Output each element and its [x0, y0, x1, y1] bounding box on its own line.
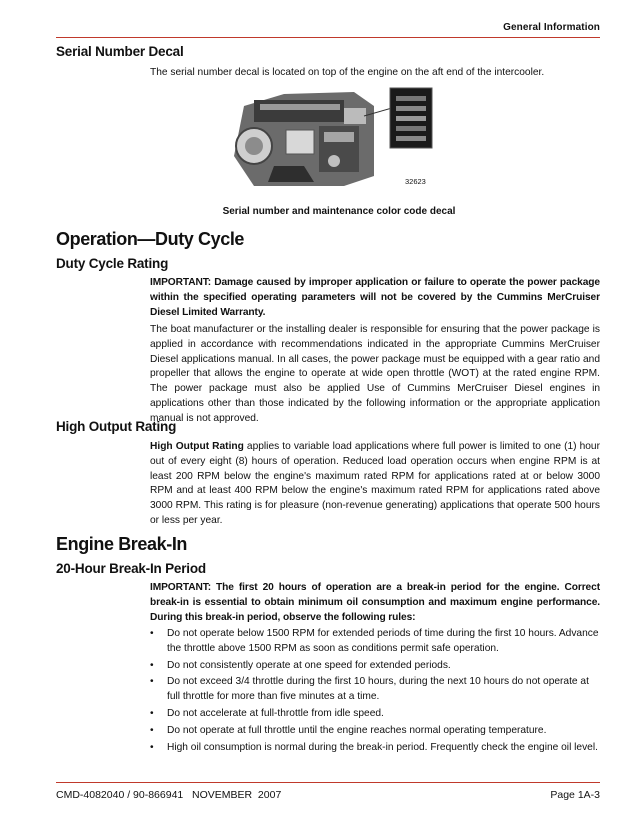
figure-id: 32623: [405, 177, 426, 186]
list-item: • Do not operate at full throttle until the engine reaches normal operating temperature.: [150, 724, 600, 739]
duty-body: The boat manufacturer or the installing dealer is responsible for ensuring that the power package is applied in accordance with recommendations indicated in the appropriate Cummins MerCruiser Diesel applications manual. In all cases, the power package must be equipped with a gear ratio and propeller that allows the engine to operate at wide open throttle (WOT) at the rated engine RPM. The power package must also be applied Use of Cummins MerCruiser Diesel engines in applications other than those indicated by the following information or the appropriate application manual is not approved.: [150, 324, 600, 424]
list-item: • Do not consistently operate at one speed for extended periods.: [150, 659, 600, 674]
high-output-paragraph: [150, 440, 600, 529]
serial-number-heading: Serial Number Decal: [56, 44, 184, 59]
engine-illustration: [234, 92, 374, 186]
list-item: • Do not operate below 1500 RPM for extended periods of time during the first 10 hours. Advance the throttle above 1500 RPM as soon as conditions permit safe operation.: [150, 627, 600, 657]
high-output-body: applies to variable load applications where full power is limited to one (1) hour out of every eight (8) hours of operation. Reduced load operation occurs when engine RPM is at least 200 RPM below the engine's maximum rated RPM for applications rated at or below 3000 RPM and at least 400 RPM below the engine's maximum rated RPM for applications rated above 3000 RPM. This rating is for pleasure (non-revenue generating) applications that operate 500 hours or less per year.: [150, 441, 600, 526]
duty-cycle-rating-heading: Duty Cycle Rating: [56, 256, 169, 271]
page-number: Page 1A-3: [550, 789, 600, 801]
list-item: • Do not exceed 3/4 throttle during the first 10 hours, during the next 10 hours do not operate at full throttle for more than five minutes at a time.: [150, 675, 600, 705]
engine-break-in-title: Engine Break-In: [56, 534, 188, 554]
footer-document-number: CMD-4082040 / 90-866941 NOVEMBER 2007: [56, 789, 282, 801]
high-output-lead: High Output Rating: [150, 441, 244, 452]
break-in-important-note: IMPORTANT: The first 20 hours of operation are a break-in period for the engine. Correct break-in is essential to obtain minimum oil consumption and maximum engine performance. During this break-in period, observe the following rules:: [150, 582, 600, 623]
engine-photo: [224, 86, 446, 190]
footer-rule: [56, 782, 600, 783]
serial-number-text: The serial number decal is located on top of the engine on the aft end of the intercooler.: [150, 67, 545, 78]
figure-caption: Serial number and maintenance color code decal: [222, 206, 456, 217]
running-head: General Information: [503, 22, 600, 33]
break-in-rules: [150, 627, 600, 757]
break-in-period-heading: 20-Hour Break-In Period: [56, 561, 206, 576]
duty-important-note: IMPORTANT: Damage caused by improper application or failure to operate the power package within the specified operating parameters will not be covered by the Cummins MerCruiser Diesel Limited Warranty.: [150, 277, 600, 318]
list-item: • Do not accelerate at full-throttle from idle speed.: [150, 707, 600, 722]
header-rule: [56, 37, 600, 38]
duty-cycle-title: Operation—Duty Cycle: [56, 229, 245, 249]
list-item: • High oil consumption is normal during the break-in period. Frequently check the engine oil level.: [150, 741, 600, 756]
high-output-heading: High Output Rating: [56, 419, 177, 434]
